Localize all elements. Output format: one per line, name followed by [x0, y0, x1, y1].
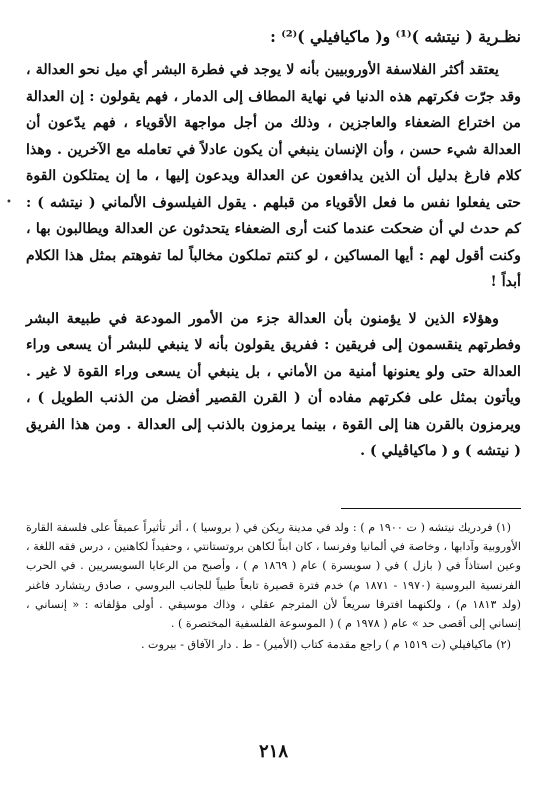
- page-number: ٢١٨: [258, 741, 288, 762]
- paragraph: وهؤلاء الذين لا يؤمنون بأن العدالة جزء من الأمور المودعة في طبيعة البشر وفطرتهم ينقسمون إلى فريقين : ففريق يقولون بأنه لا ينبغي للبشر أن يسعى وراء العدالة حتى ولو يعنونها أمنية من الأماني ، بل ينبغي أن يسعى وراء القوة لا غير . ويأتون بمثل على فكرتهم مفاده أن ( القرن القصير أفضل من الذنب الطويل ) ، ويرمزون بالقرن هنا إلى القوة ، بينما يرمزون بالذنب إلى العدالة . ومن هذا الفريق ( نيتشه ) و ( ماكياڤيلي ) .: [26, 310, 521, 459]
- footnotes: [26, 518, 521, 654]
- main-text: [26, 57, 521, 465]
- section-heading: نظـرية ( نيتشه )⁽¹⁾ و( ماكيافيلي )⁽²⁾ :: [270, 27, 521, 46]
- paragraph: يعتقد أكثر الفلاسفة الأوروبيين بأنه لا يوجد في فطرة البشر أي ميل نحو العدالة ، وقد جرّت فكرتهم هذه الدنيا في نهاية المطاف إلى الدمار ، فهم يقولون : إن العدالة من اختراع الضعفاء والعاجزين ، وذلك من أجل مواجهة الأقوياء ، فهم يدّعون أن العدالة شيء حسن ، وأن الإنسان ينبغي أن يكون عادلاً في تعامله مع الآخرين . وهذا كلام فارغ بدليل أن الذين يدافعون عن العدالة ويدعون إليها ، ما إن يمتلكون القوة حتى يفعلوا نفس ما فعل الأقوياء من قبلهم . يقول الفيلسوف الألماني ( نيتشه ) : كم حدث لي أن ضحكت عندما كنت أرى الضعفاء يتحدثون عن العدالة ويطالبون بها ، وكنت أقول لهم : أيها المساكين ، لو كنتم تملكون مخالباً لما تفوهتم بمثل هذا الكلام أبداً !: [26, 62, 521, 290]
- footnote-2: (٢) ماكيافيلي (ت ١٥١٩ م ) راجع مقدمة كتاب (الأمير) - ط . دار الآفاق - بيروت .: [140, 638, 511, 652]
- footnote-divider: [341, 508, 521, 509]
- margin-mark: •: [6, 197, 12, 208]
- footnote-1: (١) فردريك نيتشه ( ت ١٩٠٠ م ) : ولد في مدينة ريكن في ( بروسيا ) ، أثر تأثيراً عميقاً على فلسفة القارة الأوروبية وآدابها ، وخاصة في ألمانيا وفرنسا ، كان ابناً لكاهن بروتستانتي ، وحفيداً لكاهنين ، درس فقه اللغة ، وعين استاذاً في ( بازل ) في ( سويسرة ) عام ( ١٨٦٩ م ) ، وأصبح من الرعايا السويسريين . في الحرب الفرنسية البروسية (١٩٧٠ - ١٨٧١ م) خدم فترة قصيرة تابعاً طبياً للجانب البروسي ، صادق ريتشارد فاغنر (ولد ١٨١٣ م) ، ولكنهما افترقا سريعاً لأن المترجم عقلي ، وذاك موسيقي . أولى مؤلفاته : « إنساني ، إنساني إلى أقصى حد » عام ( ١٩٧٨ م ) ( الموسوعة الفلسفية المختصرة ) .: [26, 521, 521, 631]
